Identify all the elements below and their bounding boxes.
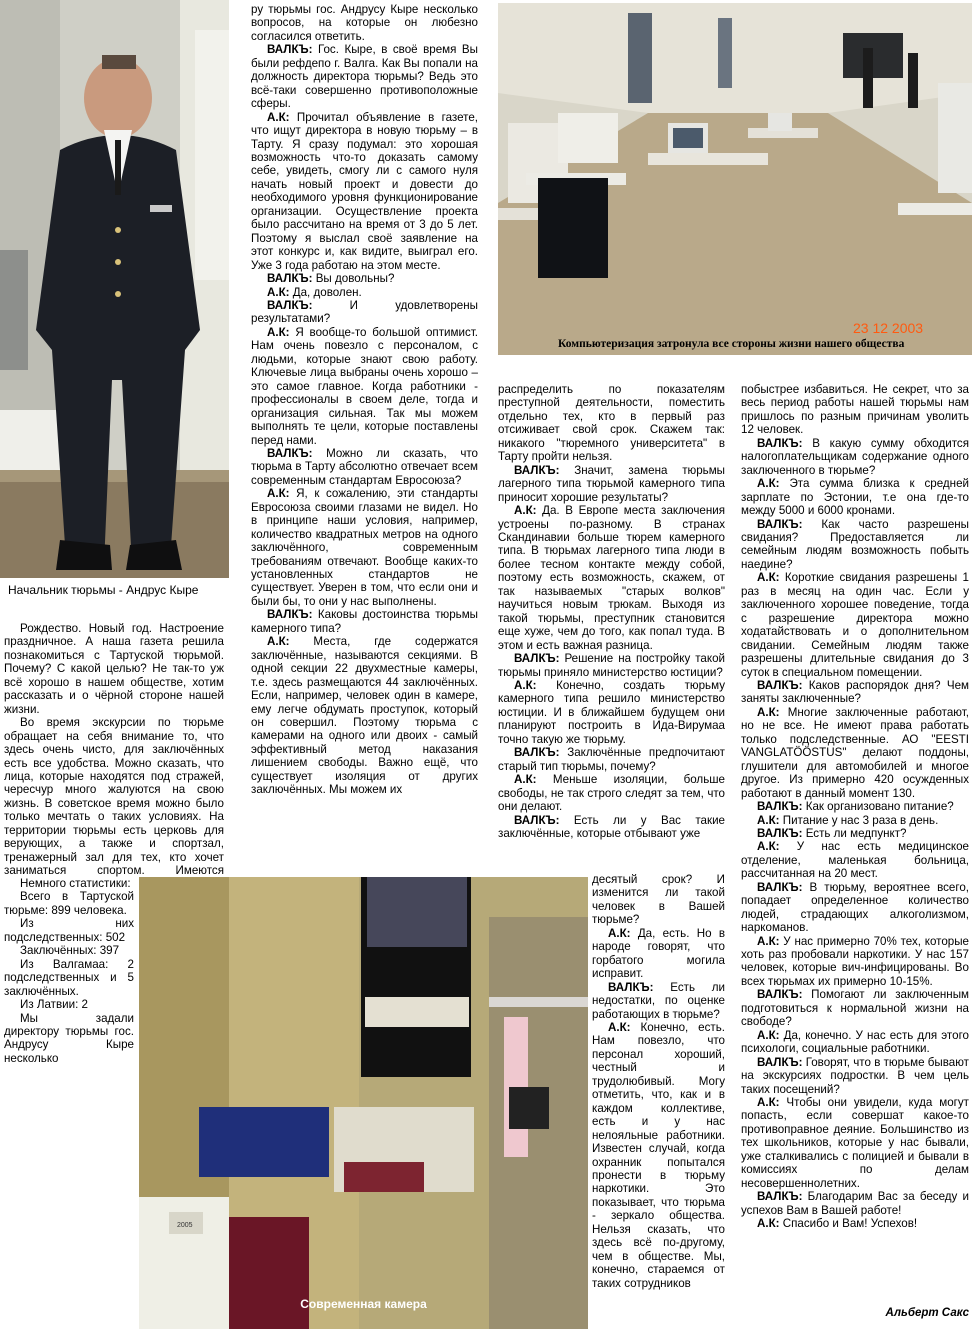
question-speaker: ВАЛКЪ:	[757, 678, 803, 692]
paragraph: Всего в Тартуской тюрьме: 899 человека.	[4, 890, 134, 917]
paragraph-text: У нас есть медицинское отделение, маленькая больница, рассчитанная на 20 мест.	[741, 840, 969, 881]
paragraph-text: Да, есть. Но в народе говорят, что горбатого могила исправит.	[592, 926, 725, 981]
interview-paragraph	[498, 773, 725, 813]
interview-paragraph	[592, 981, 725, 1021]
question-speaker: ВАЛКЪ:	[267, 272, 313, 286]
answer-speaker: А.К:	[267, 635, 290, 649]
paragraph-text: Конечно, есть. Нам повезло, что персонал хороший, честный и трудолюбивый. Могу отметить, что, как и в каждом коллективе, есть и у нас нелояльные работники. Известен случай, когда охранник попытался пронести в тюрьму наркотики. Это показывает, что тюрьма - зеркало общества. Нельзя сказать, что здесь всё по-другому, чем в обществе. Мы, конечно, стараемся от таких сотрудников	[592, 1020, 725, 1290]
paragraph-text: Как организовано питание?	[802, 800, 954, 814]
computer-room-drawing	[498, 3, 972, 355]
article-author: Альберт Сакс	[885, 1307, 969, 1319]
paragraph-text: Эта сумма близка к средней зарплате по Эстонии, т.е она где-то между 5000 и 6000 кронами.	[741, 477, 969, 518]
interview-paragraph	[251, 43, 478, 110]
column-4-interview	[741, 383, 969, 1298]
paragraph-text: десятый срок? И изменится ли такой человек в Вашей тюрьме?	[592, 873, 725, 927]
paragraph: Рождество. Новый год. Настроение праздничное. А наша газета решила познакомиться с Тартуской тюрьмой. Почему? С какой целью? Не так-то уж всё хорошо в нашем обществе, хотим рассказать и о чёрной стороне нашей жизни.	[4, 622, 224, 716]
interview-paragraph	[741, 383, 969, 437]
interview-paragraph	[741, 881, 969, 935]
interview-paragraph	[498, 814, 725, 841]
interview-paragraph	[741, 1056, 969, 1096]
interview-paragraph	[498, 652, 725, 679]
interview-paragraph	[251, 608, 478, 635]
paragraph-text: И удовлетворены результатами?	[251, 298, 478, 326]
director-photo-caption: Начальник тюрьмы - Андрус Кыре	[8, 583, 199, 597]
column-3-interview-bottom	[592, 873, 725, 1329]
paragraph-text: Значит, замена тюрьмы лагерного типа тюрьмой камерного типа приносит хорошие результаты?	[498, 463, 725, 504]
interview-paragraph	[741, 571, 969, 679]
paragraph-text: Решение на постройку такой тюрьмы приняло министерство юстиции?	[498, 652, 725, 679]
paragraph-text: Прочитал объявление в газете, что ищут директора в новую тюрьму – в Тарту. Я сразу подумал: это хорошая возможность что-то доказать самому себе, увидеть, смогу ли с самого нуля начать новый проект и довести до необходимого уровня функционирование организации. Осуществление проекта было рассчитано на время от 3 до 5 лет. Поэтому я выслал своё заявление на этот конкурс и, как видите, выиграл его. Уже 3 года работаю на этом месте.	[251, 110, 478, 272]
answer-speaker: А.К:	[267, 325, 290, 339]
cell-box-label: 2005	[177, 1222, 193, 1229]
interview-paragraph	[251, 272, 478, 285]
interview-paragraph	[251, 326, 478, 447]
paragraph-text: Благодарим Вас за беседу и успехов Вам в Вашей работе!	[741, 1190, 969, 1217]
interview-paragraph	[498, 504, 725, 652]
question-speaker: ВАЛКЪ:	[757, 517, 803, 531]
answer-speaker: А.К:	[757, 1028, 780, 1042]
answer-speaker: А.К:	[757, 813, 780, 827]
question-speaker: ВАЛКЪ:	[757, 826, 803, 840]
interview-paragraph	[741, 706, 969, 800]
cell-caption: Современная камера	[300, 1297, 427, 1311]
paragraph-text: побыстрее избавиться. Не секрет, что за весь период работы нашей тюрьмы нам пришлось по разным причинам уволить 12 человек.	[741, 383, 969, 437]
paragraph-text: Меньше изоляции, больше свободы, не так строго следят за тем, что они делают.	[498, 773, 725, 814]
director-photo	[0, 0, 229, 578]
paragraph-text: Короткие свидания разрешены 1 раз в месяц на один час. Если у заключенного хорошее поведение, тогда с разрешение директора можно ходатайствовать и о дополнительном свидании. Семейным людям также разрешены длительные свидания до 3 суток в специальном помещении.	[741, 571, 969, 679]
paragraph: Во время экскурсии по тюрьме обращает на себя внимание то, что здесь очень чисто, для заключённых есть все удобства. Можно сказать, что лица, которые находятся под стражей, чересчур много жалуются на свою жизнь. В советское время можно было только мечтать о таких условиях. На территории тюрьмы есть церковь для верующих, а также и спортзал, тренажерный зал для тех, кто хочет заниматься спортом. Имеются	[4, 716, 224, 877]
question-speaker: ВАЛКЪ:	[267, 298, 313, 312]
paragraph-text: Да. В Европе места заключения устроены по-разному. В странах Скандинавии больше тюрем камерного типа. В тюрьмах лагерного типа люди в более тесном контакте между собой, поэтому есть возможность, скажем, от так называемых "старых волков" научиться новым трюкам. Выходя из такой тюрьмы, преступник становится еще хуже, чем до того, как попал туда. В этом и есть важная разница.	[498, 504, 725, 652]
paragraph-text: Да, конечно. У нас есть для этого психологи, социальные работники.	[741, 1028, 969, 1056]
paragraph-text: Говорят, что в тюрьме бывают на экскурсиях подростки. В чем цель таких посещений?	[741, 1055, 969, 1096]
interview-paragraph	[741, 679, 969, 706]
paragraph-text: Есть ли медпункт?	[802, 826, 907, 840]
interview-paragraph	[251, 299, 478, 326]
paragraph-text: Питание у нас 3 раза в день.	[779, 813, 939, 827]
paragraph: Из Латвии: 2	[20, 998, 88, 1012]
answer-speaker: А.К:	[514, 504, 537, 518]
question-speaker: ВАЛКЪ:	[757, 1055, 803, 1069]
director-photo-drawing	[0, 0, 229, 578]
question-speaker: ВАЛКЪ:	[757, 1190, 803, 1204]
paragraph-text: Конечно, создать тюрьму камерного типа решило министерство юстиции. И в ближайшем будущем они планируют построить в Ида-Вирумаа точно такую же тюрьму.	[498, 678, 725, 746]
computer-room-photo	[498, 3, 972, 355]
interview-paragraph	[741, 935, 969, 989]
paragraph: Мы задали директору тюрьмы гос. Андрусу Кыре несколько	[4, 1011, 134, 1065]
paragraph-text: Гос. Кыре, в своё время Вы были рефдепо г. Валга. Как Вы попали на должность директора тюрьмы? Ведь это всё-таки совершенно противоположные сферы.	[251, 43, 478, 111]
paragraph: Из Валгамаа: 2 подследственных и 5 заключённых.	[4, 957, 134, 998]
paragraph-text: Каковы достоинства тюрьмы камерного типа?	[251, 608, 478, 635]
question-speaker: ВАЛКЪ:	[608, 980, 654, 994]
interview-paragraph	[498, 679, 725, 746]
interview-paragraph	[498, 464, 725, 504]
paragraph: Немного статистики:	[20, 877, 131, 890]
paragraph-text: Вы довольны?	[312, 272, 395, 286]
interview-paragraph	[251, 447, 478, 487]
answer-speaker: А.К:	[757, 934, 780, 948]
paragraph-text: В какую сумму обходится налогоплательщикам содержание одного заключенного в тюрьме?	[741, 436, 969, 477]
question-speaker: ВАЛКЪ:	[514, 463, 560, 477]
question-speaker: ВАЛКЪ:	[757, 436, 803, 450]
interview-paragraph	[498, 746, 725, 773]
answer-speaker: А.К:	[757, 1217, 780, 1231]
computer-room-caption: Компьютеризация затронула все стороны жизни нашего общества	[558, 338, 905, 350]
interview-paragraph	[741, 518, 969, 572]
paragraph-text: Как часто разрешены свидания? Предоставляется ли семейным людям возможность побыть наедине?	[741, 517, 969, 571]
interview-paragraph	[251, 286, 478, 299]
interview-paragraph	[741, 840, 969, 880]
interview-paragraph	[251, 487, 478, 608]
paragraph-text: Места, где содержатся заключённые, называются секциями. В одной секции 22 двухместные камеры, т.е. здесь размещаются 44 заключённых. Если, например, человек один в камере, ему легче обдумать проступок, который он совершил. Поэтому тюрьма с камерами на одного или двоих - самый эффективный метод наказания лишением свободы. Важно ещё, что существует изоляция от других заключённых. Мы можем их	[251, 635, 478, 797]
paragraph-text: ру тюрьмы гос. Андрусу Кыре несколько вопросов, на которые он любезно согласился ответить.	[251, 3, 478, 43]
interview-paragraph	[592, 873, 725, 927]
question-speaker: ВАЛКЪ:	[267, 43, 313, 57]
paragraph-text: Да, доволен.	[289, 285, 362, 299]
question-speaker: ВАЛКЪ:	[514, 746, 560, 760]
answer-speaker: А.К:	[757, 1096, 780, 1110]
cell-photo	[139, 877, 588, 1329]
paragraph-text: У нас примерно 70% тех, которые хоть раз пробовали наркотики. У нас 157 человек, которые вич-инфицированы. Во всех тюрьмах их примерно 10-15%.	[741, 934, 969, 988]
interview-paragraph	[741, 1190, 969, 1217]
interview-paragraph	[741, 1217, 969, 1230]
paragraph: Из них подследственных: 502	[4, 917, 134, 944]
paragraph: Заключённых: 397	[20, 944, 120, 958]
interview-paragraph	[741, 800, 969, 813]
answer-speaker: А.К:	[757, 477, 780, 491]
question-speaker: ВАЛКЪ:	[757, 988, 803, 1002]
paragraph-text: В тюрьму, вероятнее всего, попадает определенное количество людей, страдающих алкоголизмом, наркоманов.	[741, 880, 969, 935]
paragraph-text: Я вообще-то большой оптимист. Нам очень повезло с персоналом, с людьми, которые знают свою работу. Ключевые лица выбраны очень хорошо – это самое главное. Когда работники - профессионалы в своем деле, тогда и организация сильная. Так мы можем выполнять те цели, которые поставлены перед нами.	[251, 325, 478, 447]
column-2-interview	[251, 3, 478, 875]
interview-paragraph	[741, 827, 969, 840]
answer-speaker: А.К:	[757, 840, 780, 854]
column-1-intro	[4, 622, 224, 877]
question-speaker: ВАЛКЪ:	[757, 880, 803, 894]
question-speaker: ВАЛКЪ:	[757, 800, 803, 814]
question-speaker: ВАЛКЪ:	[514, 652, 560, 666]
answer-speaker: А.К:	[267, 285, 290, 299]
answer-speaker: А.К:	[514, 678, 537, 692]
paragraph-text: Помогают ли заключенным подготовиться к нормальной жизни на свободе?	[741, 988, 969, 1029]
column-3-interview	[498, 383, 725, 875]
paragraph-text: Можно ли сказать, что тюрьма в Тарту абсолютно отвечает всем современным стандартам Евросоюза?	[251, 446, 478, 487]
interview-paragraph	[251, 635, 478, 796]
question-speaker: ВАЛКЪ:	[267, 608, 313, 622]
question-speaker: ВАЛКЪ:	[514, 813, 560, 827]
cell-photo-drawing	[139, 877, 588, 1329]
paragraph-text: Заключённые предпочитают старый тип тюрьмы, почему?	[498, 746, 725, 773]
answer-speaker: А.К:	[608, 926, 631, 940]
paragraph-text: Спасибо и Вам! Успехов!	[779, 1217, 918, 1231]
interview-paragraph	[741, 437, 969, 477]
paragraph-text: Есть ли недостатки, по оценке работающих в тюрьме?	[592, 980, 725, 1021]
answer-speaker: А.К:	[514, 773, 537, 787]
interview-paragraph	[741, 988, 969, 1028]
column-1-intro-continued	[4, 877, 134, 1329]
answer-speaker: А.К:	[757, 705, 780, 719]
paragraph-text: Каков распорядок дня? Чем заняты заключенные?	[741, 678, 969, 706]
interview-paragraph	[741, 477, 969, 517]
paragraph-text: распределить по показателям преступной деятельности, поместить отдельно тех, кто в первый раз отсиживает свой срок. Скажем так: никакого "тюремного университета" в Тарту пройти нельзя.	[498, 383, 725, 464]
answer-speaker: А.К:	[757, 571, 780, 585]
answer-speaker: А.К:	[267, 487, 290, 501]
paragraph-text: Есть ли у Вас такие заключённые, которые отбывают уже	[498, 813, 725, 840]
answer-speaker: А.К:	[608, 1020, 631, 1034]
interview-paragraph	[741, 814, 969, 827]
paragraph-text: Многие заключенные работают, но не все. Не имеют права работать только подследственные. АО "EESTI VANGLATÖÖSTUS" делают поддоны, глушители для автомобилей и многое другое. Из примерно 420 осужденных работают в данный момент 130.	[741, 705, 969, 800]
paragraph-text: Я, к сожалению, эти стандарты Евросоюза своими глазами не видел. Но в принципе наши условия, например, количество квадратных метров на одного заключённого, современным требованиям отвечают. Вообще каких-то установленных стандартов не существует. Уверен в том, что если они и были бы, то они у нас выполнены.	[251, 487, 478, 608]
interview-paragraph	[592, 1021, 725, 1290]
interview-paragraph	[741, 1029, 969, 1056]
answer-speaker: А.К:	[267, 110, 290, 124]
interview-paragraph	[251, 3, 478, 43]
interview-paragraph	[592, 927, 725, 981]
interview-paragraph	[741, 1096, 969, 1190]
photo-date-stamp: 23 12 2003	[853, 320, 924, 336]
interview-paragraph	[498, 383, 725, 464]
interview-paragraph	[251, 111, 478, 272]
paragraph-text: Чтобы они увидели, куда могут попасть, если совершат какое-то противоправное деяние. Большинство из тех школьников, которые у нас бывали, уже сталкивались с полицией и бывали в комиссиях по делам несовершеннолетних.	[741, 1096, 969, 1190]
question-speaker: ВАЛКЪ:	[267, 446, 313, 460]
